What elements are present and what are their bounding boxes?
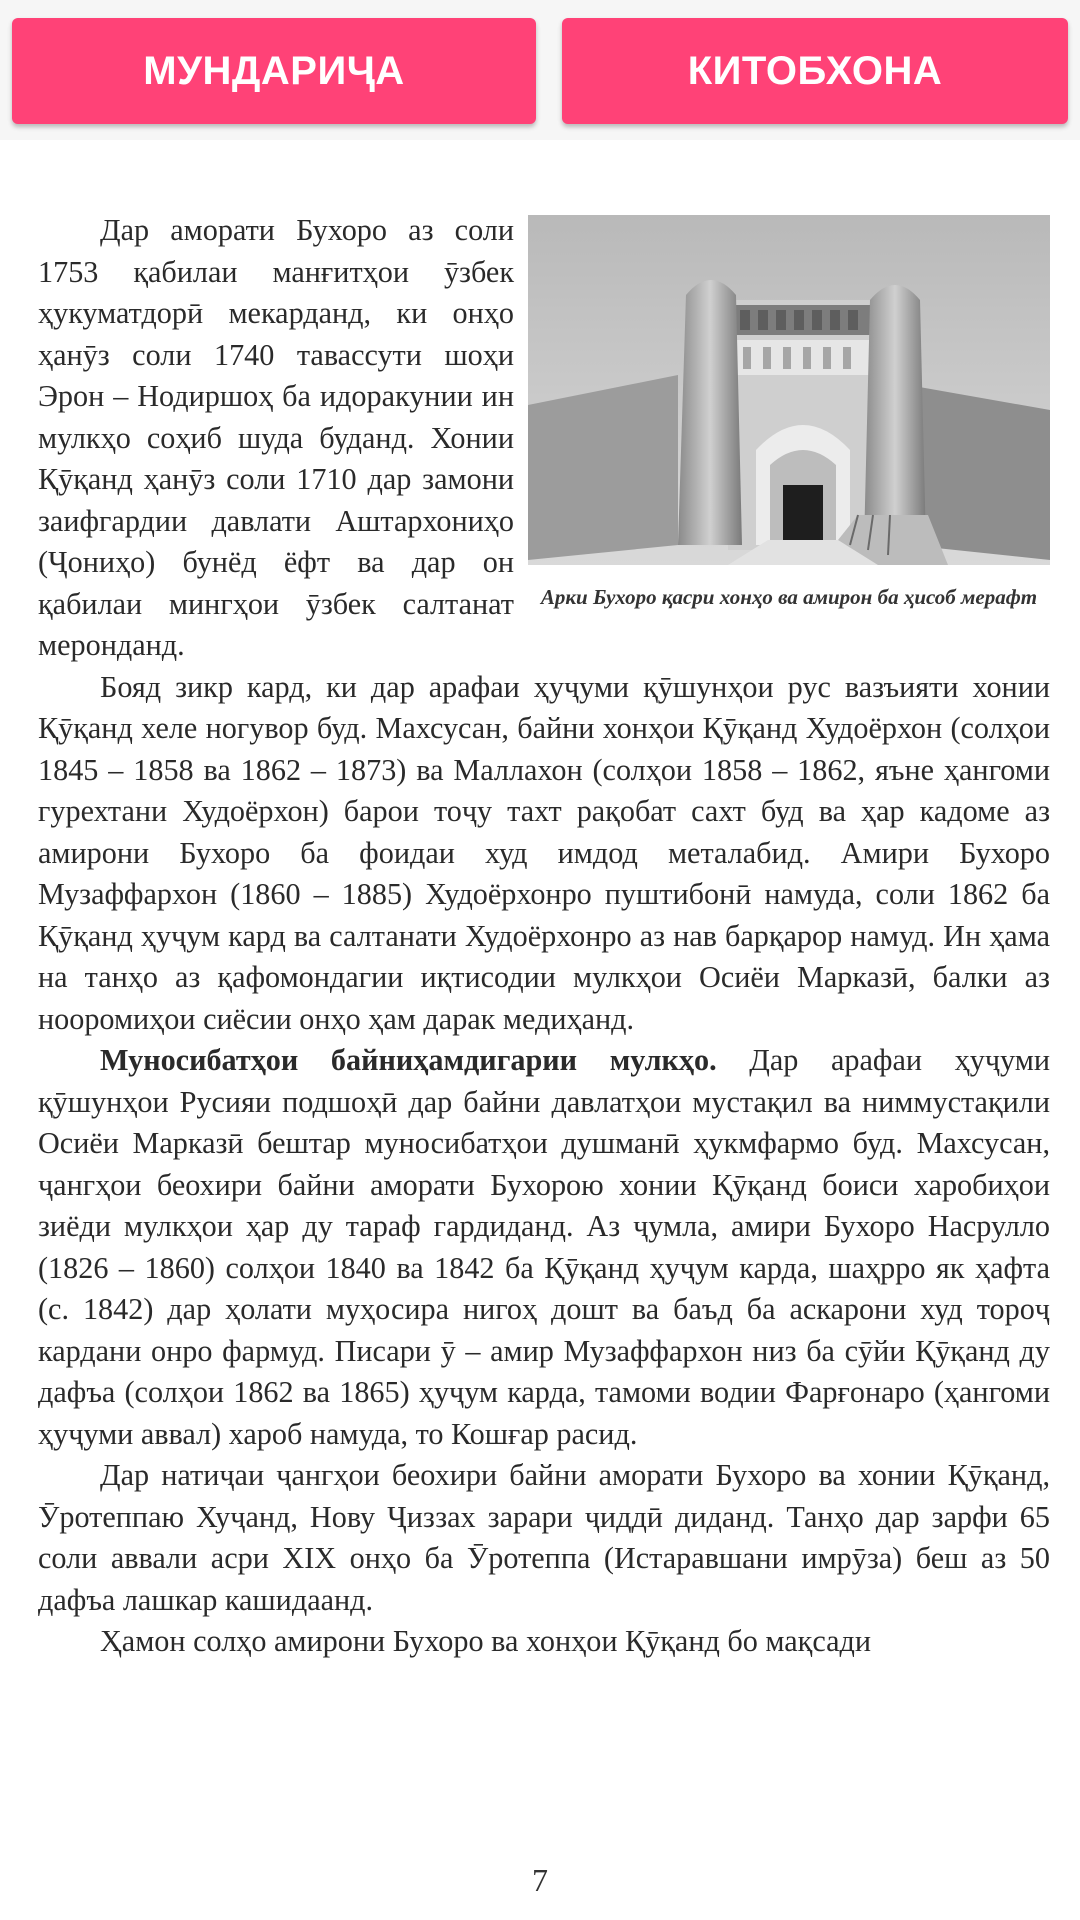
figure [528, 215, 1050, 612]
page-number: 7 [532, 1862, 548, 1898]
paragraph-4: Дар натиҷаи ҷангҳои беохири байни аморати Бухоро ва хонии Қӯқанд, Ӯротеппаю Хуҷанд, Нову Ҷиззах зарари ҷиддӣ диданд. Танҳо дар зарфи 65 соли аввали асри XIX онҳо ба Ӯротеппа (Истаравшани имрӯза) беш аз 50 дафъа лашкар кашидаанд. [38, 1458, 1050, 1617]
book-page [38, 210, 1050, 1663]
paragraph-5: Ҳамон солҳо амирони Бухоро ва хонҳои Қӯқанд бо мақсади [100, 1624, 872, 1658]
section-heading: Муносибатҳои байниҳамдигарии мулкҳо. [100, 1043, 717, 1077]
paragraph-3 [38, 1040, 1050, 1455]
paragraph-3-body: Дар арафаи ҳуҷуми қӯшунҳои Русияи подшоҳӣ дар байни давлатҳои мустақил ва ниммустақили Осиёи Марказӣ бештар муносибатҳои душманӣ ҳукмфармо буд. Махсусан, ҷангҳои беохири байни аморати Бухорою хонии Қӯқанд боиси харобиҳои зиёди мулкҳои ҳар ду тараф гардиданд. Аз ҷумла, амири Бухоро Насрулло (1826 – 1860) солҳои 1840 ва 1842 ба Қӯқанд ҳуҷум карда, шаҳрро як ҳафта (с. 1842) дар ҳолати муҳосира нигоҳ дошт ва баъд ба аскарони худ тороҷ кардани онро фармуд. Писари ӯ – амир Музаффархон низ ба сӯйи Қӯқанд ду дафъа (солҳои 1862 ва 1865) ҳуҷум карда, тамоми водии Фарғонаро (ҳангоми ҳуҷуми аввал) хароб намуда, то Кошғар расид. [38, 1043, 1050, 1451]
contents-button[interactable]: МУНДАРИҶА [12, 18, 536, 124]
paragraph-2: Бояд зикр кард, ки дар арафаи ҳуҷуми қӯшунҳои рус вазъияти хонии Қӯқанд хеле ногувор буд. Махсусан, байни хонҳои Қӯқанд Худоёрхон (солҳои 1845 – 1858 ва 1862 – 1873) ва Маллахон (солҳои 1858 – 1862, яъне ҳангоми гурехтани Худоёрхон) барои тоҷу тахт рақобат сахт буд ва ҳар кадоме аз амирони Бухоро ба фоидаи худ имдод металабид. Амири Бухоро Музаффархон (1860 – 1885) Худоёрхонро пуштибонӣ намуда, соли 1862 ба Қӯқанд ҳуҷум кард ва салтанати Худоёрхонро аз нав барқарор намуд. Ин ҳама на танҳо аз қафомондагии иқтисодии мулкҳои Осиёи Марказӣ, балки аз нооромиҳои сиёсии онҳо ҳам дарак медиҳанд. [38, 669, 1050, 1036]
top-toolbar [0, 0, 1080, 140]
library-button[interactable]: КИТОБХОНА [562, 18, 1068, 124]
paragraph-1: Дар аморати Бухоро аз соли 1753 қабилаи манғитҳои ӯзбек ҳукуматдорӣ мекарданд, ки онҳо ҳанӯз соли 1740 тавассути шоҳи Эрон – Нодиршоҳ ба идоракунии ин мулкҳо соҳиб шуда буданд. Хонии Қӯқанд ҳанӯз соли 1710 дар замони заифгардии давлати Аштархониҳо (Ҷониҳо) бунёд ёфт ва дар он қабилаи мингҳои ӯзбек салтанат меронданд. [38, 213, 514, 662]
figure-caption: Арки Бухоро қасри хонҳо ва амирон ба ҳисоб мерафт [540, 585, 1038, 609]
bukhara-ark-photo [528, 215, 1050, 565]
